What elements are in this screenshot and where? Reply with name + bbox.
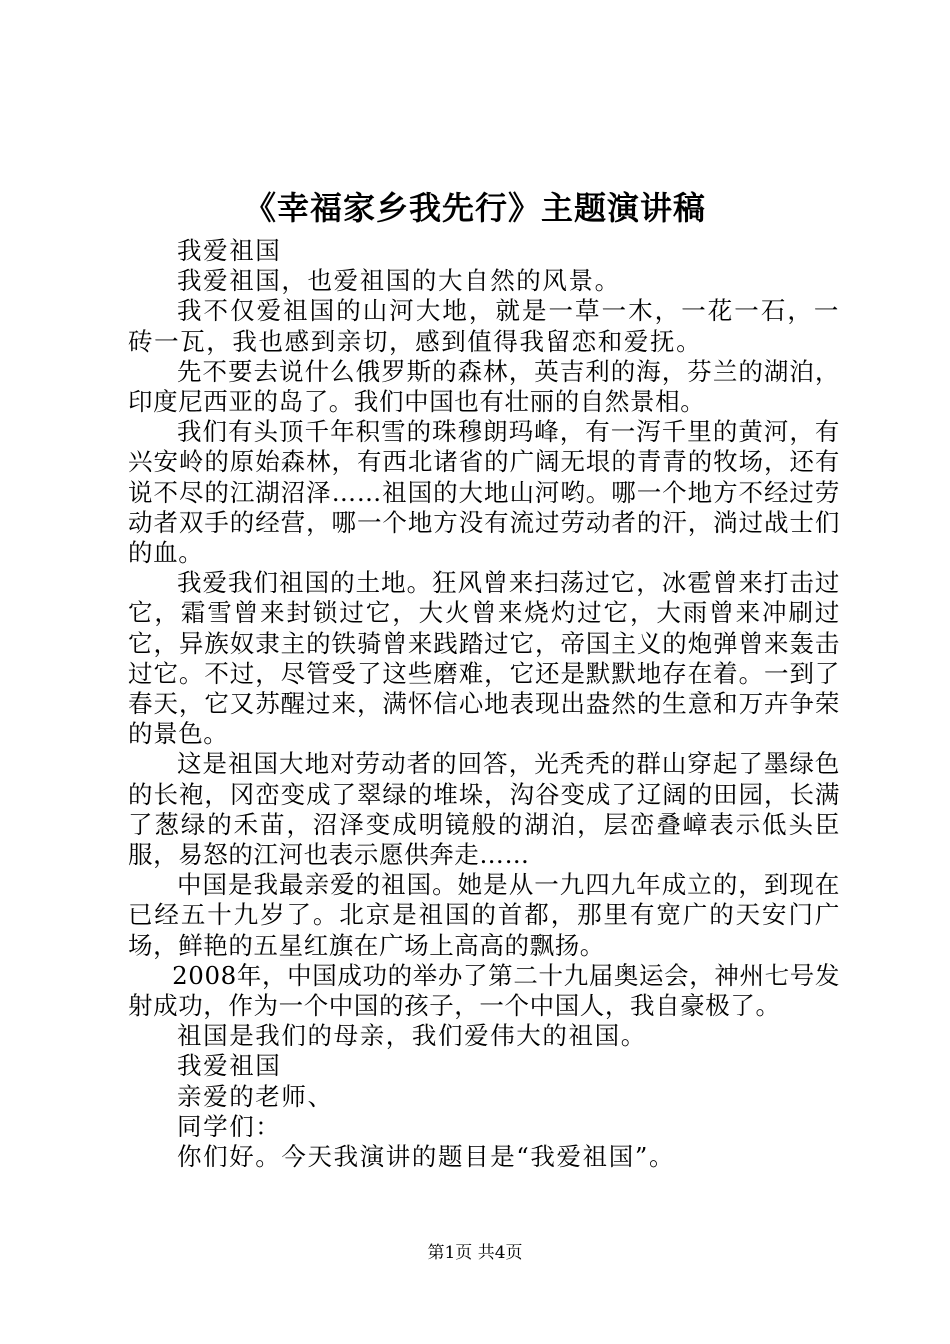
paragraph-6: 我爱我们祖国的土地。狂风曾来扫荡过它，冰雹曾来打击过它，霜雪曾来封锁过它，大火曾来烧灼过它，大雨曾来冲刷过它，异族奴隶主的铁骑曾来践踏过它，帝国主义的炮弹曾来轰击过它。不过，尽管受了这些磨难，它还是默默地存在着。一到了春天，它又苏醒过来，满怀信心地表现出盎然的生意和万卉争荣的景色。	[128, 568, 840, 749]
paragraph-11: 我爱祖国	[177, 1051, 282, 1081]
paragraph-10: 祖国是我们的母亲，我们爱伟大的祖国。	[177, 1021, 647, 1051]
paragraph-5: 我们有头顶千年积雪的珠穆朗玛峰，有一泻千里的黄河，有兴安岭的原始森林，有西北诸省的广阔无垠的青青的牧场，还有说不尽的江湖沼泽……祖国的大地山河哟。哪一个地方不经过劳动者双手的经营，哪一个地方没有流过劳动者的汗，淌过战士们的血。	[128, 417, 840, 568]
paragraph-7: 这是祖国大地对劳动者的回答，光秃秃的群山穿起了墨绿色的长袍，冈峦变成了翠绿的堆垛，沟谷变成了辽阔的田园，长满了葱绿的禾苗，沼泽变成明镜般的湖泊，层峦叠嶂表示低头臣服，易怒的江河也表示愿供奔走……	[128, 749, 840, 870]
paragraph-9: 2008年，中国成功的举办了第二十九届奥运会，神州七号发射成功，作为一个中国的孩子，一个中国人，我自豪极了。	[128, 960, 840, 1021]
document-body	[128, 236, 840, 1172]
paragraph-3: 我不仅爱祖国的山河大地，就是一草一木，一花一石，一砖一瓦，我也感到亲切，感到值得我留恋和爱抚。	[128, 296, 840, 356]
page-title: 《幸福家乡我先行》主题演讲稿	[243, 189, 706, 227]
paragraph-1: 我爱祖国	[177, 236, 282, 265]
paragraph-12: 亲爱的老师、	[177, 1081, 334, 1111]
paragraph-8: 中国是我最亲爱的祖国。她是从一九四九年成立的，到现在已经五十九岁了。北京是祖国的首都，那里有宽广的天安门广场，鲜艳的五星红旗在广场上高高的飘扬。	[128, 870, 840, 960]
page-number-footer: 第1页 共4页	[427, 1243, 523, 1263]
paragraph-2: 我爱祖国，也爱祖国的大自然的风景。	[177, 266, 621, 296]
paragraph-14: 你们好。今天我演讲的题目是“我爱祖国”。	[177, 1142, 676, 1172]
paragraph-4: 先不要去说什么俄罗斯的森林，英吉利的海，芬兰的湖泊，印度尼西亚的岛了。我们中国也有壮丽的自然景相。	[128, 356, 840, 417]
paragraph-13: 同学们：	[177, 1111, 282, 1141]
